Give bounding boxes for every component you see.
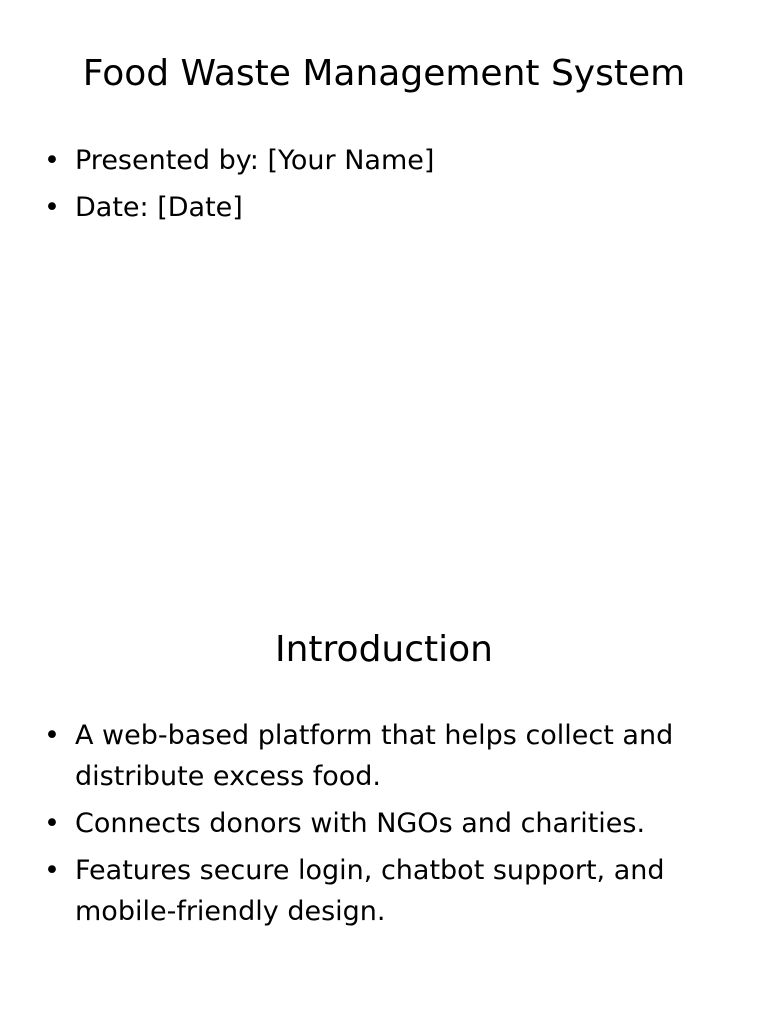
bullet-icon: • bbox=[44, 145, 60, 176]
bullet-text: A web-based platform that helps collect and distribute excess food. bbox=[75, 720, 674, 792]
bullet-item-platform bbox=[44, 715, 724, 797]
bullet-item-connects bbox=[44, 803, 724, 844]
bullet-item-presenter bbox=[44, 140, 724, 181]
bullet-icon: • bbox=[44, 192, 60, 223]
bullet-icon: • bbox=[44, 808, 60, 839]
slide-title: Introduction bbox=[274, 629, 493, 670]
bullet-icon: • bbox=[44, 855, 60, 886]
bullet-text: Presented by: [Your Name] bbox=[75, 145, 435, 176]
bullet-item-date bbox=[44, 187, 724, 228]
slide-title: Food Waste Management System bbox=[82, 53, 686, 94]
bullet-item-features bbox=[44, 850, 724, 932]
bullet-list bbox=[44, 140, 724, 234]
bullet-text: Date: [Date] bbox=[75, 192, 243, 223]
bullet-list bbox=[44, 715, 724, 938]
bullet-text: Connects donors with NGOs and charities. bbox=[75, 808, 646, 839]
bullet-icon: • bbox=[44, 720, 60, 751]
introduction-slide bbox=[0, 576, 768, 1024]
bullet-text: Features secure login, chatbot support, and mobile-friendly design. bbox=[75, 855, 665, 927]
